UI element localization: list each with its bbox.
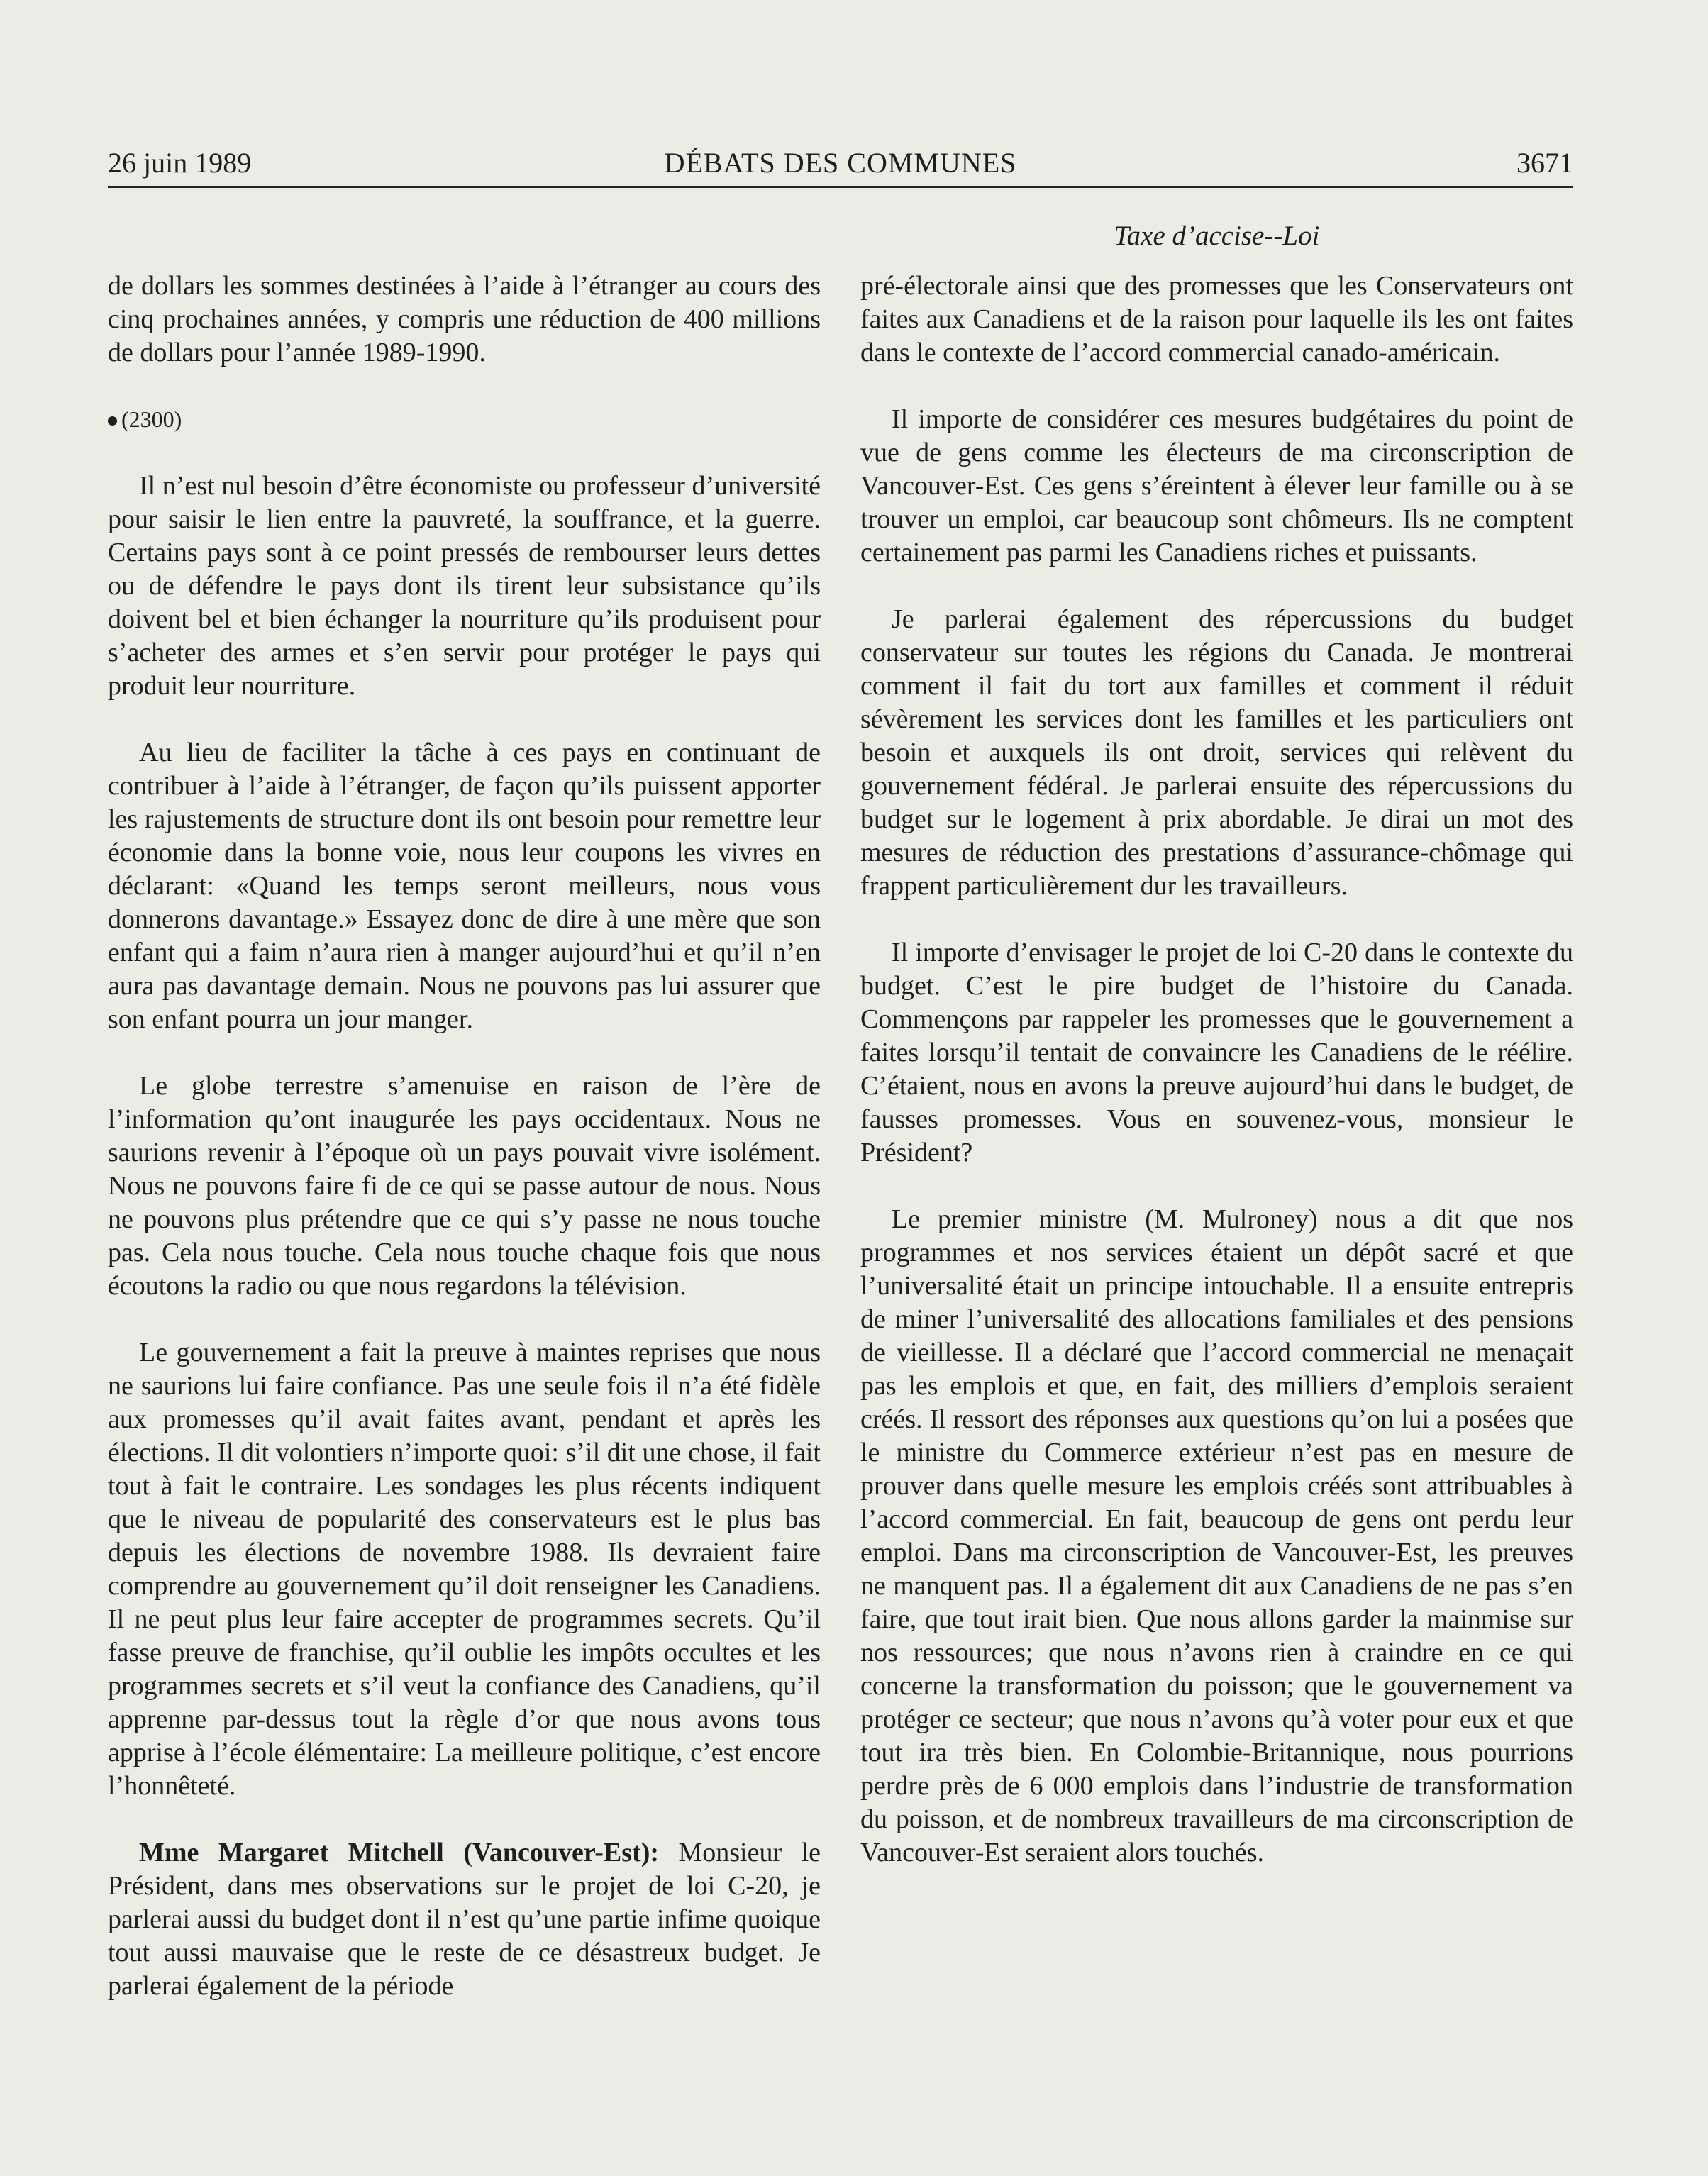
speech-text: Monsieur le Président, dans mes observations sur le projet de loi C-20, je parlerai aussi du budget dont il n’est qu’une partie infime quoique tout aussi mauvaise que le reste de ce désastreux budget. Je parlerai également de la période: [108, 1838, 821, 2001]
paragraph: Le premier ministre (M. Mulroney) nous a dit que nos programmes et nos services étaient un dépôt sacré et que l’universalité était un principe intouchable. Il a ensuite entrepris de miner l’universalité des allocations familiales et des pensions de vieillesse. Il a déclaré que l’accord commercial ne menaçait pas les emplois et que, en fait, des milliers d’emplois seraient créés. Il ressort des réponses aux questions qu’on lui a posées que le ministre du Commerce extérieur n’est pas en mesure de prouver dans quelle mesure les emplois créés sont attribuables à l’accord commercial. En fait, beaucoup de gens ont perdu leur emploi. Dans ma circonscription de Vancouver-Est, les preuves ne manquent pas. Il a également dit aux Canadiens de ne pas s’en faire, que tout irait bien. Que nous allons garder la mainmise sur nos ressources; que nous n’avons rien à craindre en ce qui concerne la transformation du poisson; que le gouvernement va protéger ce secteur; que nous n’avons qu’à voter pour eux et que tout ira très bien. En Colombie-Britannique, nous pourrions perdre près de 6 000 emplois dans l’industrie de transformation du poisson, et de nombreux travailleurs de ma circonscription de Vancouver-Est seraient alors touchés.: [860, 1204, 1573, 1867]
bullet-icon: [108, 416, 117, 426]
running-head: Taxe d’accise--Loi: [1114, 221, 1320, 251]
right-column: [860, 270, 1573, 1903]
paragraph: Il n’est nul besoin d’être économiste ou professeur d’université pour saisir le lien entre la pauvreté, la souffrance, et la guerre. Certains pays sont à ce point pressés de rembourser leurs dettes ou de défendre le pays dont ils tirent leur subsistance qu’ils doivent bel et bien échanger la nourriture qu’ils produisent pour s’acheter des armes et s’en servir pour protéger le pays qui produit leur nourriture.: [108, 471, 821, 701]
header-date: 26 juin 1989: [108, 147, 252, 179]
header-rule: [108, 186, 1573, 188]
time-marker: [108, 403, 821, 436]
speech-paragraph: [108, 1836, 821, 2003]
speaker-name: Mme Margaret Mitchell (Vancouver-Est):: [139, 1838, 660, 1867]
paragraph: Le gouvernement a fait la preuve à maintes reprises que nous ne saurions lui faire confiance. Pas une seule fois il n’a été fidèle aux promesses qu’il avait faites avant, pendant et après les élections. Il dit volontiers n’importe quoi: s’il dit une chose, il fait tout à fait le contraire. Les sondages les plus récents indiquent que le niveau de popularité des conservateurs est le plus bas depuis les élections de novembre 1988. Ils devraient faire comprendre au gouvernement qu’il doit renseigner les Canadiens. Il ne peut plus leur faire accepter de programmes secrets. Qu’il fasse preuve de franchise, qu’il oublie les impôts occultes et les programmes secrets et s’il veut la confiance des Canadiens, qu’il apprenne par-dessus tout la règle d’or que nous avons tous apprise à l’école élémentaire: La meilleure politique, c’est encore l’honnêteté.: [108, 1338, 821, 1801]
paragraph: Je parlerai également des répercussions du budget conservateur sur toutes les régions du Canada. Je montrerai comment il fait du tort aux familles et comment il réduit sévèrement les services dont les familles et les particuliers ont besoin et auxquels ils ont droit, services qui relèvent du gouvernement fédéral. Je parlerai ensuite des répercussions du budget sur le logement à prix abordable. Je dirai un mot des mesures de réduction des prestations d’assurance-chômage qui frappent particulièrement dur les travailleurs.: [860, 604, 1573, 901]
paragraph: Au lieu de faciliter la tâche à ces pays en continuant de contribuer à l’aide à l’étranger, de façon qu’ils puissent apporter les rajustements de structure dont ils ont besoin pour remettre leur économie dans la bonne voie, nous leur coupons les vivres en déclarant: «Quand les temps seront meilleurs, nous vous donnerons davantage.» Essayez donc de dire à une mère que son enfant qui a faim n’aura rien à manger aujourd’hui et qu’il n’en aura pas davantage demain. Nous ne pouvons pas lui assurer que son enfant pourra un jour manger.: [108, 738, 821, 1034]
time-marker-text: (2300): [121, 406, 182, 432]
header-title: DÉBATS DES COMMUNES: [664, 147, 1017, 179]
paragraph: Le globe terrestre s’amenuise en raison de l’ère de l’information qu’ont inaugurée les pays occidentaux. Nous ne saurions revenir à l’époque où un pays pouvait vivre isolément. Nous ne pouvons faire fi de ce qui se passe autour de nous. Nous ne pouvons plus prétendre que ce qui s’y passe ne nous touche pas. Cela nous touche. Cela nous touche chaque fois que nous écoutons la radio ou que nous regardons la télévision.: [108, 1071, 821, 1301]
paragraph: Il importe de considérer ces mesures budgétaires du point de vue de gens comme les électeurs de ma circonscription de Vancouver-Est. Ces gens s’éreintent à élever leur famille ou à se trouver un emploi, car beaucoup sont chômeurs. Ils ne comptent certainement pas parmi les Canadiens riches et puissants.: [860, 404, 1573, 567]
left-column: [108, 270, 821, 2036]
paragraph: pré-électorale ainsi que des promesses que les Conservateurs ont faites aux Canadiens et de la raison pour laquelle ils les ont faites dans le contexte de l’accord commercial canado-américain.: [860, 271, 1573, 367]
paragraph: Il importe d’envisager le projet de loi C-20 dans le contexte du budget. C’est le pire budget de l’histoire du Canada. Commençons par rappeler les promesses que le gouvernement a faites lorsqu’il tentait de convaincre les Canadiens de le réélire. C’étaient, nous en avons la preuve aujourd’hui dans le budget, de fausses promesses. Vous en souvenez-vous, monsieur le Président?: [860, 938, 1573, 1167]
paragraph: de dollars les sommes destinées à l’aide à l’étranger au cours des cinq prochaines années, y compris une réduction de 400 millions de dollars pour l’année 1989-1990.: [108, 271, 821, 367]
page-number: 3671: [1516, 147, 1573, 179]
page-header: [108, 142, 1573, 184]
